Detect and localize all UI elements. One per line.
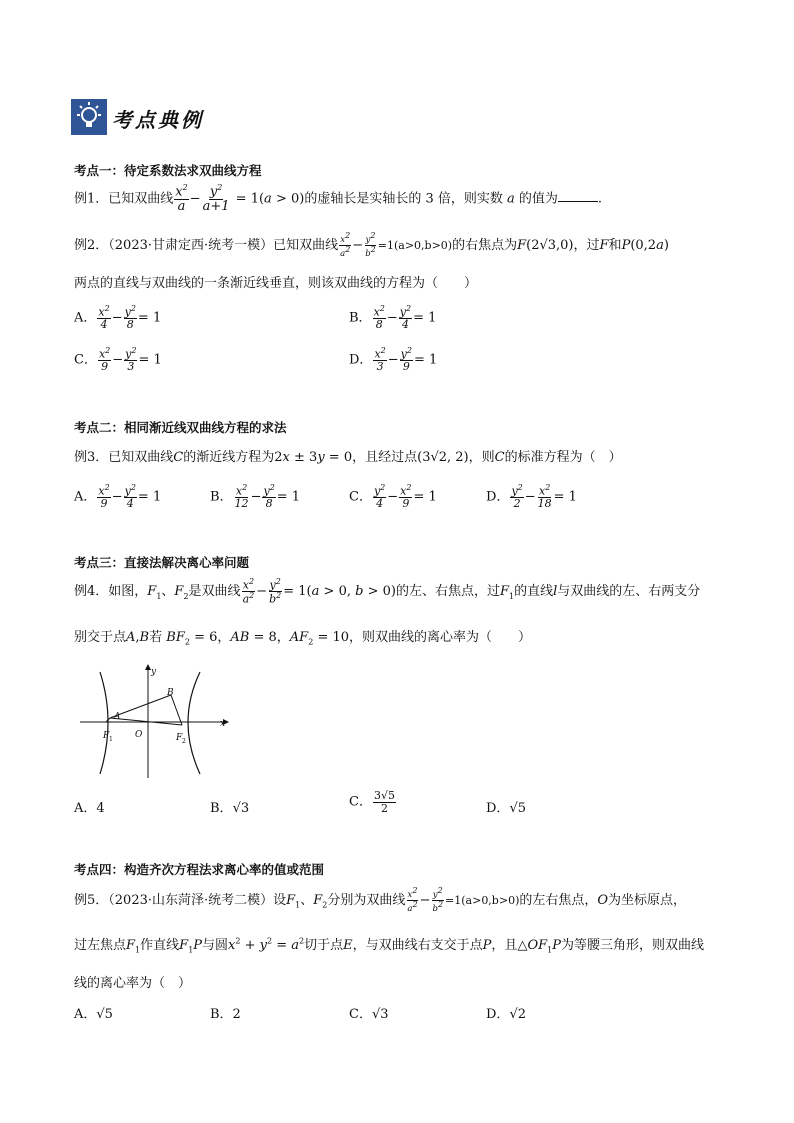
ex5-option-b[interactable]: B．2 — [210, 1007, 241, 1022]
example-5-line2: 过左焦点$F_1$作直线$F_1P$与圆$x^2 + y^2 = a^2$切于点E，与双曲线右支交于点P，且$\triangle OF_1P$为等腰三角形，则双曲线 — [74, 936, 704, 955]
hyperbola-figure — [78, 662, 238, 780]
section-1-title: 考点一：待定系数法求双曲线方程 — [74, 163, 262, 178]
fig-label-o: O — [135, 730, 143, 740]
fig-label-f1: F — [103, 731, 110, 741]
example-1: 例1．已知双曲线 $\frac{x^2}{a}$ − $\frac{y^2}{a+1}$ = 1(a > 0)的虚轴长是实轴长的 3 倍，则实数 a 的值为 . — [74, 183, 603, 214]
example-5: 例5．（2023·山东菏泽·统考二模）设$F_1$、$F_2$分别为双曲线 $\frac{x^2}{a^2}$ − $\frac{y^2}{b^2}$ =1(a>0,b>0)的左右焦点，O为坐标原点， — [74, 886, 687, 914]
ex3-option-a[interactable]: A． $\frac{x^2}{9}$ − $\frac{y^2}{4}$ = 1 — [74, 483, 162, 511]
header-title: 考点典例 — [112, 108, 204, 132]
fig-label-f2: F — [176, 733, 183, 743]
example-3: 例3．已知双曲线C的渐近线方程为2x ± 3y = 0，且经过点(3√2, 2)，则C的标准方程为（ ） — [74, 450, 622, 465]
ex2-option-a[interactable]: A． $\frac{x^2}{4}$ − $\frac{y^2}{8}$ = 1 — [74, 304, 162, 332]
section-3-title: 考点三：直接法解决离心率问题 — [74, 555, 250, 570]
ex2-option-c[interactable]: C． $\frac{x^2}{9}$ − $\frac{y^2}{3}$ = 1 — [74, 346, 162, 374]
example-5-line3: 线的离心率为（ ） — [74, 976, 192, 991]
ex4-option-b[interactable]: B．√3 — [210, 801, 250, 816]
example-2-line2: 两点的直线与双曲线的一条渐近线垂直，则该双曲线的方程为（ ） — [74, 276, 478, 291]
ex4-option-a[interactable]: A．4 — [74, 801, 105, 816]
fig-label-b: B — [167, 688, 174, 698]
section-2-title: 考点二：相同渐近线双曲线方程的求法 — [74, 420, 287, 435]
example-4: 例4．如图，$F_1$、$F_2$是双曲线 $\frac{x^2}{a^2}$ − $\frac{y^2}{b^2}$ = 1(a > 0, b > 0)的左、右焦点，过$F_1$的直线l与双曲线的左、右两支分 — [74, 577, 701, 606]
ex3-option-b[interactable]: B． $\frac{x^2}{12}$ − $\frac{y^2}{8}$ = 1 — [210, 483, 301, 511]
answer-blank — [558, 201, 598, 202]
ex4-option-d[interactable]: D．√5 — [486, 801, 526, 816]
fig-label-y: y — [151, 667, 157, 677]
ex3-option-d[interactable]: D． $\frac{y^2}{2}$ − $\frac{x^2}{18}$ = 1 — [486, 483, 577, 511]
fig-label-x: x — [220, 719, 226, 729]
example-2: 例2．（2023·甘肃定西·统考一模）已知双曲线 $\frac{x^2}{a^2}$ − $\frac{y^2}{b^2}$ =1(a>0,b>0)的右焦点为F(2√3,0)，过F和P(0,2a) — [74, 231, 669, 259]
ex5-option-c[interactable]: C．√3 — [349, 1007, 389, 1022]
ex5-option-a[interactable]: A．√5 — [74, 1007, 113, 1022]
ex2-option-b[interactable]: B． $\frac{x^2}{8}$ − $\frac{y^2}{4}$ = 1 — [349, 304, 437, 332]
svg-text:2: 2 — [182, 738, 186, 745]
ex4-option-c[interactable]: C． $\frac{3√5}{2}$ — [349, 789, 395, 815]
section-4-title: 考点四：构造齐次方程法求离心率的值或范围 — [74, 862, 325, 877]
ex3-option-c[interactable]: C． $\frac{y^2}{4}$ − $\frac{x^2}{9}$ = 1 — [349, 483, 437, 511]
fig-label-a: A — [114, 712, 121, 722]
header-icon-box — [71, 99, 107, 135]
lightbulb-icon — [71, 99, 107, 135]
ex2-option-d[interactable]: D． $\frac{x^2}{3}$ − $\frac{y^2}{9}$ = 1 — [349, 346, 438, 374]
ex5-option-d[interactable]: D．√2 — [486, 1007, 526, 1022]
svg-text:1: 1 — [109, 736, 113, 743]
example-4-line2: 别交于点A,B若 $BF_2 = 6$，AB = 8，$AF_2 = 10$，则双曲线的离心率为（ ） — [74, 630, 532, 647]
